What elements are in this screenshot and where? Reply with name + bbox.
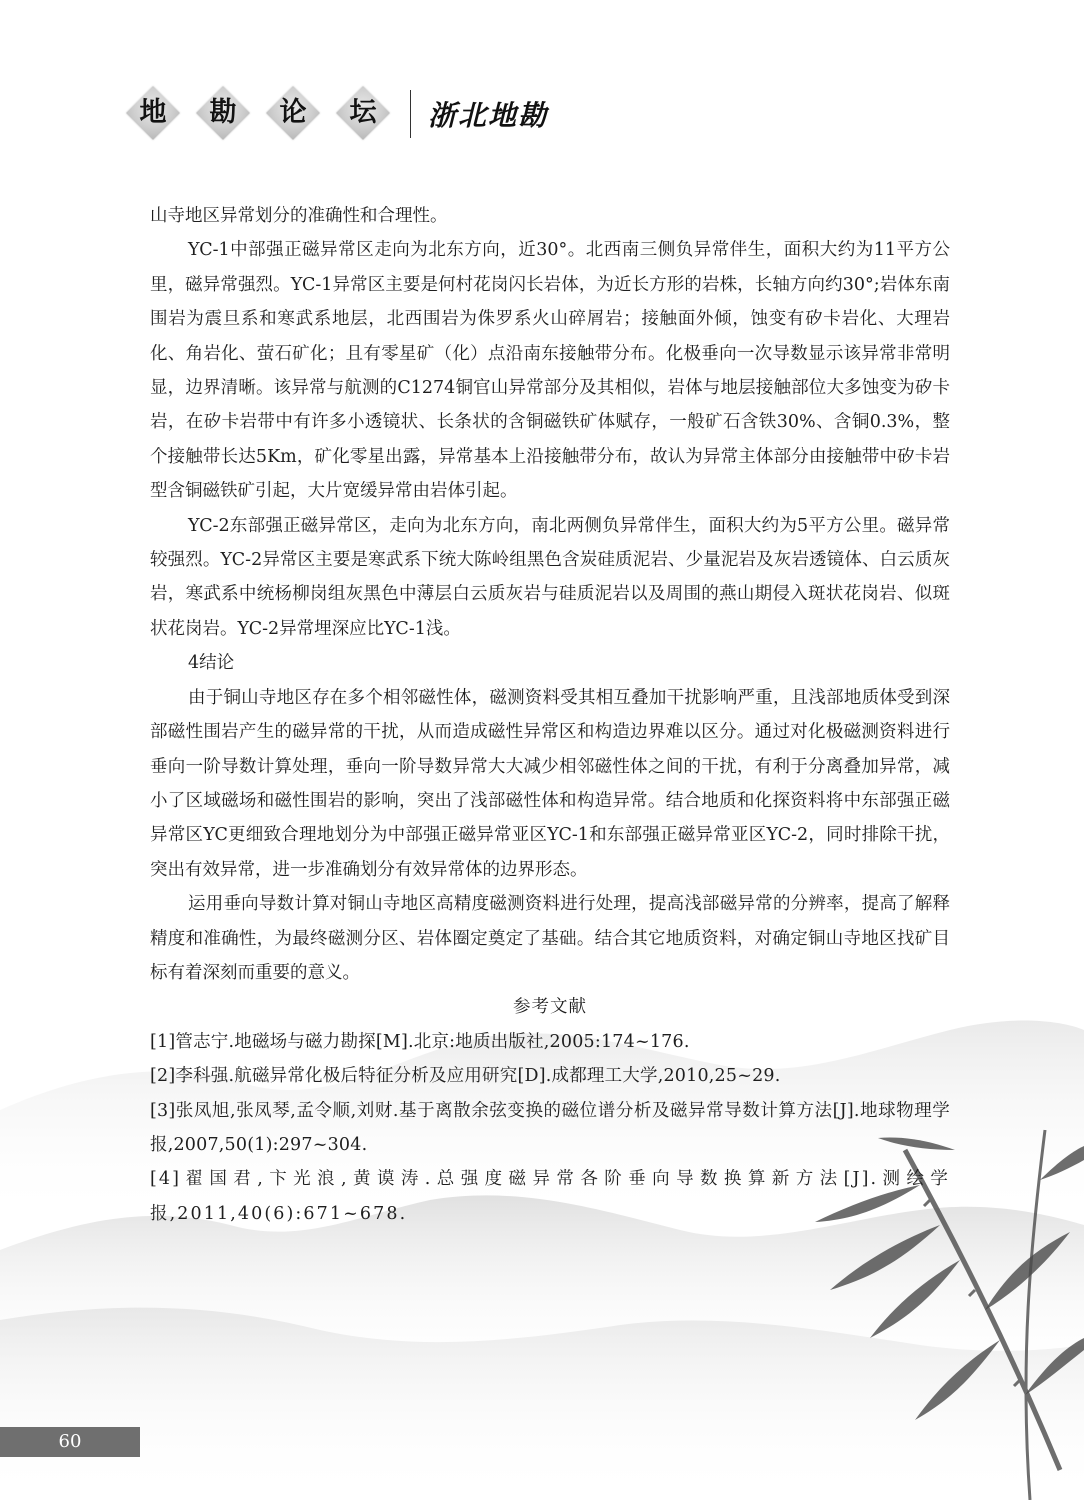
article-body bbox=[150, 199, 950, 1231]
seal-glyph: 论 bbox=[279, 97, 307, 128]
page-number: 60 bbox=[0, 1427, 140, 1457]
seal-glyph: 坛 bbox=[349, 97, 377, 128]
seal-character bbox=[268, 88, 318, 138]
body-paragraph: 由于铜山寺地区存在多个相邻磁性体，磁测资料受其相互叠加干扰影响严重，且浅部地质体受到深部磁性围岩产生的磁异常的干扰，从而造成磁性异常区和构造边界难以区分。通过对化极磁测资料进行垂向一阶导数计算处理，垂向一阶导数异常大大减少相邻磁性体之间的干扰，有利于分离叠加异常，减小了区域磁场和磁性围岩的影响，突出了浅部磁性体和构造异常。结合地质和化探资料将中东部强正磁异常区YC更细致合理地划分为中部强正磁异常亚区YC-1和东部强正磁异常亚区YC-2，同时排除干扰，突出有效异常，进一步准确划分有效异常体的边界形态。 bbox=[150, 687, 950, 880]
header-divider bbox=[410, 90, 411, 138]
seal-character bbox=[338, 88, 388, 138]
reference-item: [2]李科强.航磁异常化极后特征分析及应用研究[D].成都理工大学,2010,25~29. bbox=[150, 1066, 781, 1087]
body-paragraph: YC-1中部强正磁异常区走向为北东方向，近30°。北西南三侧负异常伴生，面积大约为11平方公里，磁异常强烈。YC-1异常区主要是何村花岗闪长岩体，为近长方形的岩株，长轴方向约30°;岩体东南围岩为震旦系和寒武系地层，北西围岩为侏罗系火山碎屑岩；接触面外倾，蚀变有矽卡岩化、大理岩化、角岩化、萤石矿化；且有零星矿（化）点沿南东接触带分布。化极垂向一次导数显示该异常非常明显，边界清晰。该异常与航测的C1274铜官山异常部分及其相似，岩体与地层接触部位大多蚀变为矽卡岩，在矽卡岩带中有许多小透镜状、长条状的含铜磁铁矿体赋存，一般矿石含铁30%、含铜0.3%，整个接触带长达5Km，矿化零星出露，异常基本上沿接触带分布，故认为异常主体部分由接触带中矽卡岩型含铜磁铁矿引起，大片宽缓异常由岩体引起。 bbox=[150, 240, 950, 502]
seal-character bbox=[198, 88, 248, 138]
reference-item: [4]翟国君,卞光浪,黄谟涛.总强度磁异常各阶垂向导数换算新方法[J].测绘学报,2011,40(6):671~678. bbox=[150, 1169, 950, 1224]
seal-character bbox=[128, 88, 178, 138]
body-paragraph: 山寺地区异常划分的准确性和合理性。 bbox=[150, 206, 448, 226]
references-title: 参考文献 bbox=[513, 997, 587, 1018]
body-paragraph: 运用垂向导数计算对铜山寺地区高精度磁测资料进行处理，提高浅部磁异常的分辨率，提高了解释精度和准确性，为最终磁测分区、岩体圈定奠定了基础。结合其它地质资料，对确定铜山寺地区找矿目标有着深刻而重要的意义。 bbox=[150, 894, 950, 983]
body-paragraph: YC-2东部强正磁异常区，走向为北东方向，南北两侧负异常伴生，面积大约为5平方公里。磁异常较强烈。YC-2异常区主要是寒武系下统大陈岭组黑色含炭硅质泥岩、少量泥岩及灰岩透镜体、白云质灰岩，寒武系中统杨柳岗组灰黑色中薄层白云质灰岩与硅质泥岩以及周围的燕山期侵入斑状花岗岩、似斑状花岗岩。YC-2异常埋深应比YC-1浅。 bbox=[150, 515, 950, 639]
journal-brand: 浙北地勘 bbox=[428, 99, 549, 132]
reference-item: [3]张凤旭,张凤琴,孟令顺,刘财.基于离散余弦变换的磁位谱分析及磁异常导数计算方法[J].地球物理学报,2007,50(1):297~304. bbox=[150, 1100, 950, 1155]
seal-glyph: 勘 bbox=[209, 97, 237, 128]
reference-item: [1]管志宁.地磁场与磁力勘探[M].北京:地质出版社,2005:174~176. bbox=[150, 1031, 690, 1052]
section-heading: 4结论 bbox=[188, 653, 235, 674]
seal-glyph: 地 bbox=[139, 97, 167, 128]
